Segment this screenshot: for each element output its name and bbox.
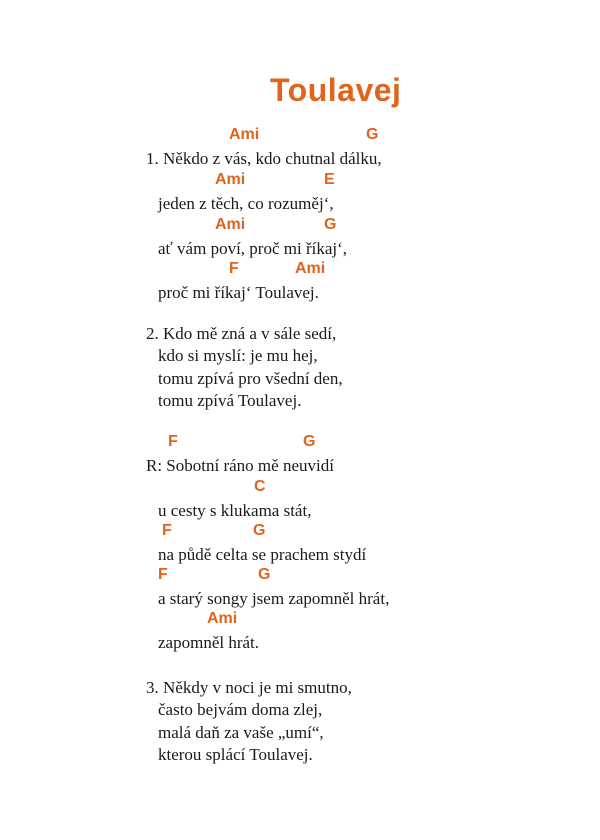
lyric-line: proč mi říkaj‘ Toulavej. <box>158 283 319 302</box>
lyric-line: často bejvám doma zlej, <box>158 700 323 719</box>
lyric-line: jeden z těch, co rozuměj‘, <box>158 194 334 213</box>
chord: F <box>162 522 172 539</box>
chord: G <box>303 433 316 450</box>
chord: G <box>324 216 337 233</box>
lyric-line: kdo si myslí: je mu hej, <box>158 346 318 365</box>
lyric-line: kterou splácí Toulavej. <box>158 745 313 764</box>
lyric-line: malá daň za vaše „umí“, <box>158 723 324 742</box>
lyric-line: zapomněl hrát. <box>158 633 260 652</box>
chord: Ami <box>215 216 246 233</box>
chord: G <box>258 566 271 583</box>
lyric-line: tomu zpívá pro všední den, <box>158 369 343 388</box>
chord: F <box>229 260 239 277</box>
chord: Ami <box>207 610 238 627</box>
lyric-line: tomu zpívá Toulavej. <box>158 391 302 410</box>
chord: Ami <box>215 171 246 188</box>
lyric-line: 3. Někdy v noci je mi smutno, <box>146 678 352 697</box>
lyric-line: u cesty s klukama stát, <box>158 501 312 520</box>
lyric-line: 1. Někdo z vás, kdo chutnal dálku, <box>146 149 382 168</box>
chord: C <box>254 478 266 495</box>
lyric-line: R: Sobotní ráno mě neuvidí <box>146 456 334 475</box>
chord: F <box>168 433 178 450</box>
chord: E <box>324 171 335 188</box>
lyric-line: ať vám poví, proč mi říkaj‘, <box>158 239 348 258</box>
song-title: Toulavej <box>270 72 402 108</box>
chord: F <box>158 566 168 583</box>
chord: G <box>366 126 379 143</box>
lyric-line: 2. Kdo mě zná a v sále sedí, <box>146 324 337 343</box>
chord: G <box>253 522 266 539</box>
chord: Ami <box>229 126 260 143</box>
lyric-line: na půdě celta se prachem stydí <box>158 545 367 564</box>
lyric-line: a starý songy jsem zapomněl hrát, <box>158 589 390 608</box>
chord: Ami <box>295 260 326 277</box>
